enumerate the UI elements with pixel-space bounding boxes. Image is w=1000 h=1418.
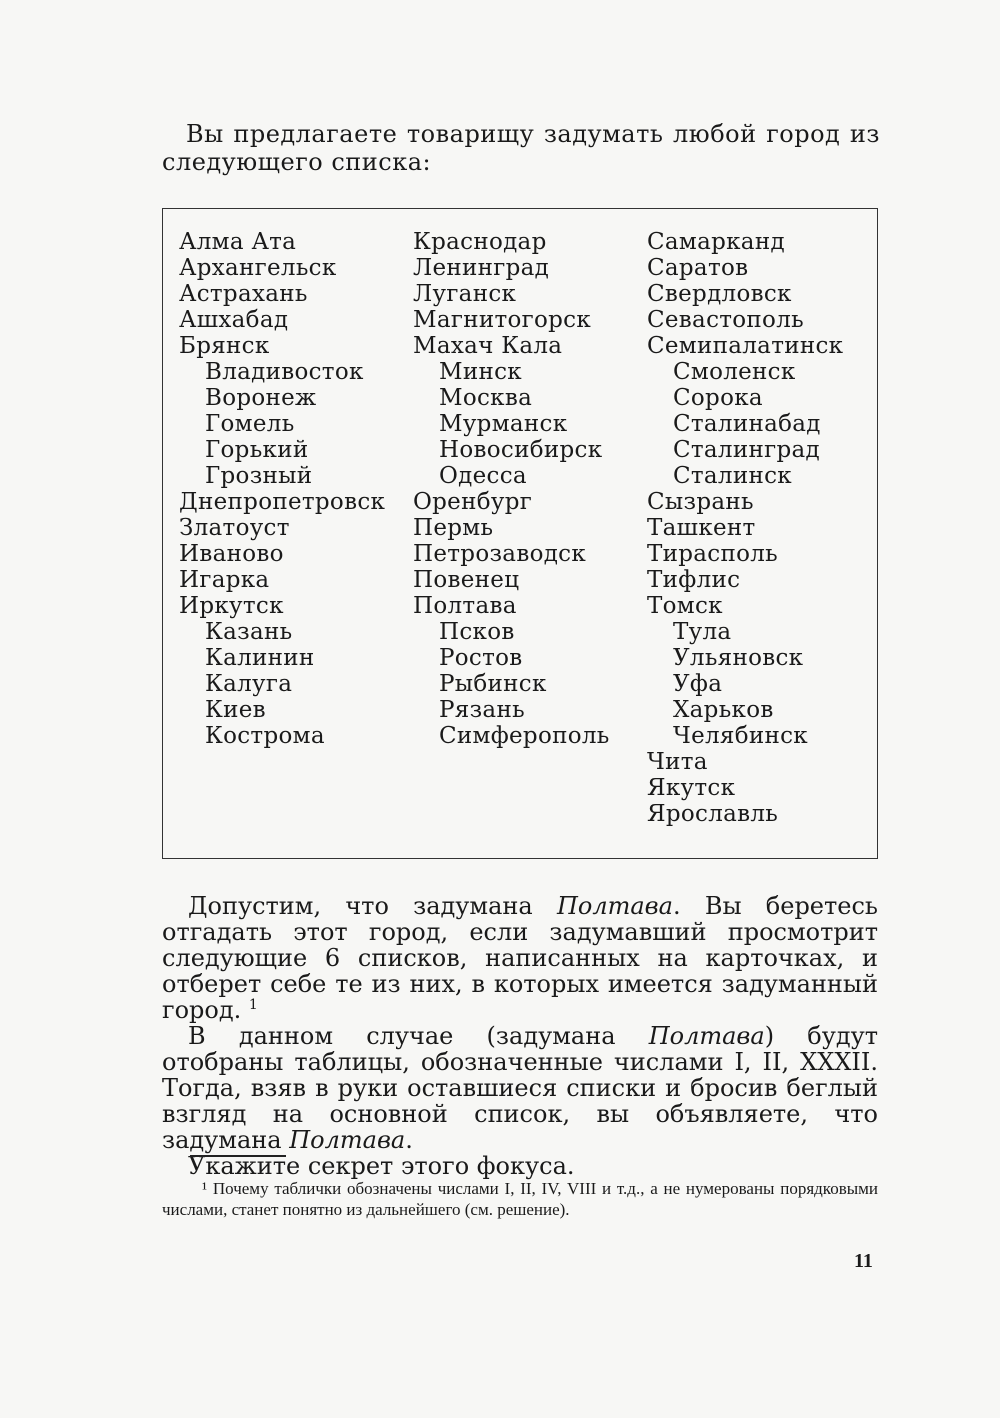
footnote-marker: ¹ [202, 1179, 208, 1198]
city-entry: Чита [647, 749, 708, 775]
city-entry: Грозный [205, 463, 313, 489]
city-entry: Ашхабад [179, 307, 289, 333]
paragraph-3: Укажите секрет этого фокуса. [188, 1152, 575, 1180]
city-entry: Сталинск [673, 463, 792, 489]
paragraph-2 [162, 1023, 878, 1153]
city-entry: Свердловск [647, 281, 792, 307]
footnote-ref: 1 [248, 997, 258, 1013]
city-entry: Рыбинск [439, 671, 547, 697]
city-entry: Сталинабад [673, 411, 821, 437]
city-entry: Томск [647, 593, 723, 619]
city-entry: Сорока [673, 385, 763, 411]
p2-text-c: . [405, 1126, 413, 1154]
city-entry: Брянск [179, 333, 270, 359]
city-entry: Казань [205, 619, 293, 645]
city-entry: Челябинск [673, 723, 808, 749]
city-entry: Пермь [413, 515, 494, 541]
footnote [162, 1178, 878, 1220]
city-entry: Краснодар [413, 229, 547, 255]
city-entry: Минск [439, 359, 522, 385]
city-entry: Тирасполь [647, 541, 778, 567]
intro-paragraph [162, 120, 880, 176]
city-entry: Псков [439, 619, 515, 645]
body-text [162, 893, 878, 1179]
city-entry: Луганск [413, 281, 517, 307]
p1-emphasis: Полтава [556, 892, 673, 920]
p2-emphasis: Полтава [648, 1022, 765, 1050]
city-column-1 [179, 229, 385, 749]
city-entry: Семипалатинск [647, 333, 844, 359]
p2-emphasis-2: Полтава [289, 1126, 406, 1154]
city-entry: Киев [205, 697, 266, 723]
city-entry: Мурманск [439, 411, 568, 437]
city-entry: Ташкент [647, 515, 756, 541]
city-entry: Тифлис [647, 567, 741, 593]
intro-line-2: следующего списка: [162, 148, 432, 176]
city-entry: Алма Ата [179, 229, 297, 255]
city-entry: Оренбург [413, 489, 533, 515]
city-entry: Ростов [439, 645, 523, 671]
city-entry: Иркутск [179, 593, 284, 619]
paragraph-1 [162, 893, 878, 1023]
city-entry: Севастополь [647, 307, 804, 333]
city-entry: Петрозаводск [413, 541, 587, 567]
city-entry: Ярославль [647, 801, 779, 827]
city-entry: Калинин [205, 645, 315, 671]
city-entry: Харьков [673, 697, 774, 723]
city-entry: Калуга [205, 671, 293, 697]
city-entry: Ленинград [413, 255, 550, 281]
city-entry: Якутск [647, 775, 736, 801]
city-entry: Симферополь [439, 723, 610, 749]
city-entry: Игарка [179, 567, 270, 593]
p2-text-b: ) будут отобраны таблицы, обозначенные числами I, II, XXXII. Тогда, взяв в руки оставшиеся списки и бросив беглый взгляд на основной список, вы объявляете, что задумана [162, 1022, 878, 1154]
city-entry: Одесса [439, 463, 527, 489]
intro-line-1: Вы предлагаете товарищу задумать любой город из [186, 120, 880, 148]
city-entry: Магнитогорск [413, 307, 592, 333]
city-entry: Сталинград [673, 437, 820, 463]
p2-text-a: В данном случае (задумана [188, 1022, 649, 1050]
city-list-box [162, 208, 878, 859]
city-column-2 [413, 229, 610, 749]
city-entry: Самарканд [647, 229, 785, 255]
city-entry: Тула [673, 619, 732, 645]
city-entry: Новосибирск [439, 437, 603, 463]
city-entry: Златоуст [179, 515, 290, 541]
city-entry: Саратов [647, 255, 749, 281]
city-entry: Повенец [413, 567, 520, 593]
city-entry: Сызрань [647, 489, 754, 515]
city-entry: Уфа [673, 671, 723, 697]
city-entry: Кострома [205, 723, 325, 749]
footnote-text: Почему таблички обозначены числами I, II, IV, VIII и т.д., а не нумерованы порядковыми числами, станет понятно из дальнейшего (см. решение). [162, 1179, 878, 1219]
city-entry: Смоленск [673, 359, 796, 385]
city-entry: Махач Кала [413, 333, 563, 359]
city-entry: Москва [439, 385, 533, 411]
city-entry: Рязань [439, 697, 525, 723]
page-number: 11 [854, 1250, 873, 1272]
city-entry: Астрахань [179, 281, 308, 307]
city-entry: Ульяновск [673, 645, 804, 671]
city-entry: Горький [205, 437, 309, 463]
city-entry: Архангельск [179, 255, 337, 281]
city-entry: Гомель [205, 411, 295, 437]
city-entry: Полтава [413, 593, 517, 619]
city-column-3 [647, 229, 843, 827]
city-entry: Иваново [179, 541, 284, 567]
p1-text-a: Допустим, что задумана [188, 892, 557, 920]
p1-text-b: . Вы беретесь отгадать этот город, если задумавший просмотрит следующие 6 списков, написанных на карточках, и отберет себе те из них, в которых имеется задуманный город. [162, 892, 878, 1024]
city-entry: Владивосток [205, 359, 364, 385]
city-entry: Днепропетровск [179, 489, 386, 515]
footnote-divider [190, 1155, 286, 1157]
city-entry: Воронеж [205, 385, 317, 411]
